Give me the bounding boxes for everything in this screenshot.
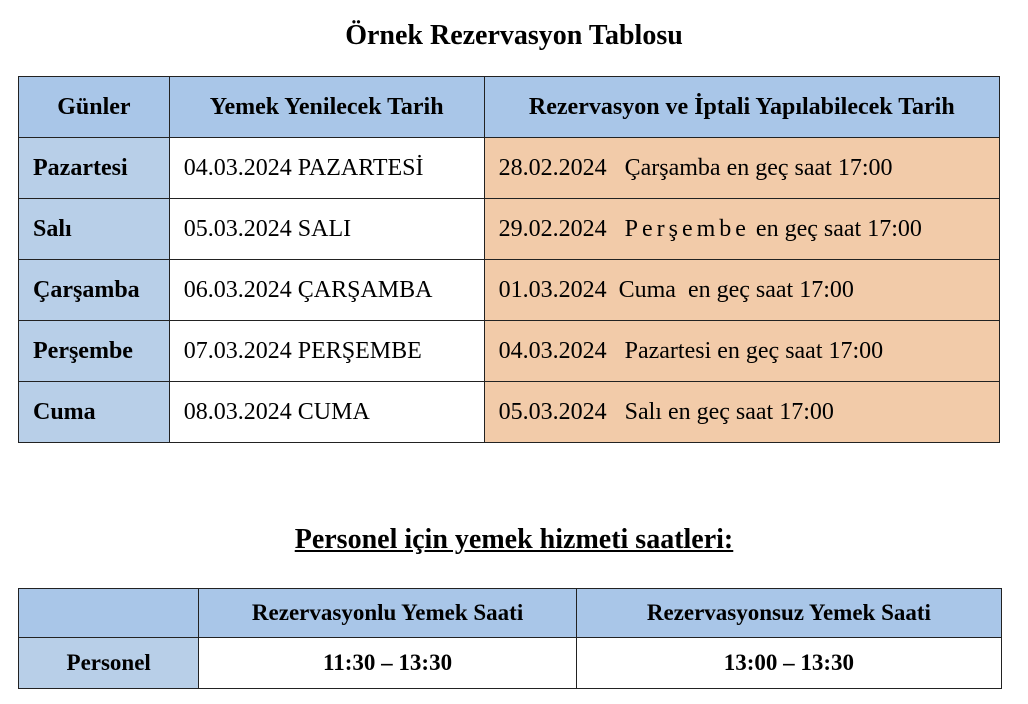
table-row <box>19 260 1000 321</box>
reservation-table <box>18 76 1000 443</box>
table-row <box>19 638 1002 689</box>
table-row <box>19 138 1000 199</box>
reservation-day: Pazartesi <box>624 337 712 364</box>
meal-date-cell: 06.03.2024 ÇARŞAMBA <box>169 260 484 321</box>
header-empty <box>19 589 199 638</box>
page-title: Örnek Rezervasyon Tablosu <box>345 20 683 51</box>
day-cell: Pazartesi <box>19 138 170 199</box>
reservation-date: 01.03.2024 <box>498 276 607 303</box>
meal-date-cell: 07.03.2024 PERŞEMBE <box>169 321 484 382</box>
staff-label-cell: Personel <box>19 638 199 689</box>
table-header-row <box>19 589 1002 638</box>
header-with-reservation: Rezervasyonlu Yemek Saati <box>199 589 576 638</box>
reservation-day: Salı <box>624 398 662 425</box>
with-reservation-hours: 11:30 – 13:30 <box>199 638 576 689</box>
without-reservation-hours: 13:00 – 13:30 <box>576 638 1001 689</box>
header-days: Günler <box>19 77 170 138</box>
reservation-cell <box>484 260 999 321</box>
reservation-deadline: en geç saat 17:00 <box>687 276 854 303</box>
day-cell: Salı <box>19 199 170 260</box>
day-cell: Cuma <box>19 382 170 443</box>
reservation-date: 29.02.2024 <box>498 215 607 242</box>
reservation-day: Perşembe <box>624 215 750 242</box>
reservation-date: 28.02.2024 <box>498 154 607 181</box>
reservation-cell <box>484 321 999 382</box>
header-without-reservation: Rezervasyonsuz Yemek Saati <box>576 589 1001 638</box>
reservation-deadline: en geç saat 17:00 <box>667 398 834 425</box>
day-cell: Çarşamba <box>19 260 170 321</box>
reservation-cell <box>484 199 999 260</box>
table-row <box>19 382 1000 443</box>
reservation-deadline: en geç saat 17:00 <box>717 337 884 364</box>
reservation-cell <box>484 382 999 443</box>
reservation-date: 05.03.2024 <box>498 398 607 425</box>
reservation-cell <box>484 138 999 199</box>
reservation-date: 04.03.2024 <box>498 337 607 364</box>
table-header-row <box>19 77 1000 138</box>
header-reservation-date: Rezervasyon ve İptali Yapılabilecek Tarih <box>484 77 999 138</box>
table-row <box>19 321 1000 382</box>
meal-date-cell: 08.03.2024 CUMA <box>169 382 484 443</box>
reservation-day: Cuma <box>618 276 676 303</box>
reservation-deadline: en geç saat 17:00 <box>726 154 893 181</box>
reservation-deadline: en geç saat 17:00 <box>755 215 922 242</box>
day-cell: Perşembe <box>19 321 170 382</box>
reservation-day: Çarşamba <box>624 154 721 181</box>
table-row <box>19 199 1000 260</box>
staff-hours-table <box>18 588 1002 689</box>
section-subtitle: Personel için yemek hizmeti saatleri: <box>294 524 734 555</box>
meal-date-cell: 04.03.2024 PAZARTESİ <box>169 138 484 199</box>
meal-date-cell: 05.03.2024 SALI <box>169 199 484 260</box>
header-meal-date: Yemek Yenilecek Tarih <box>169 77 484 138</box>
